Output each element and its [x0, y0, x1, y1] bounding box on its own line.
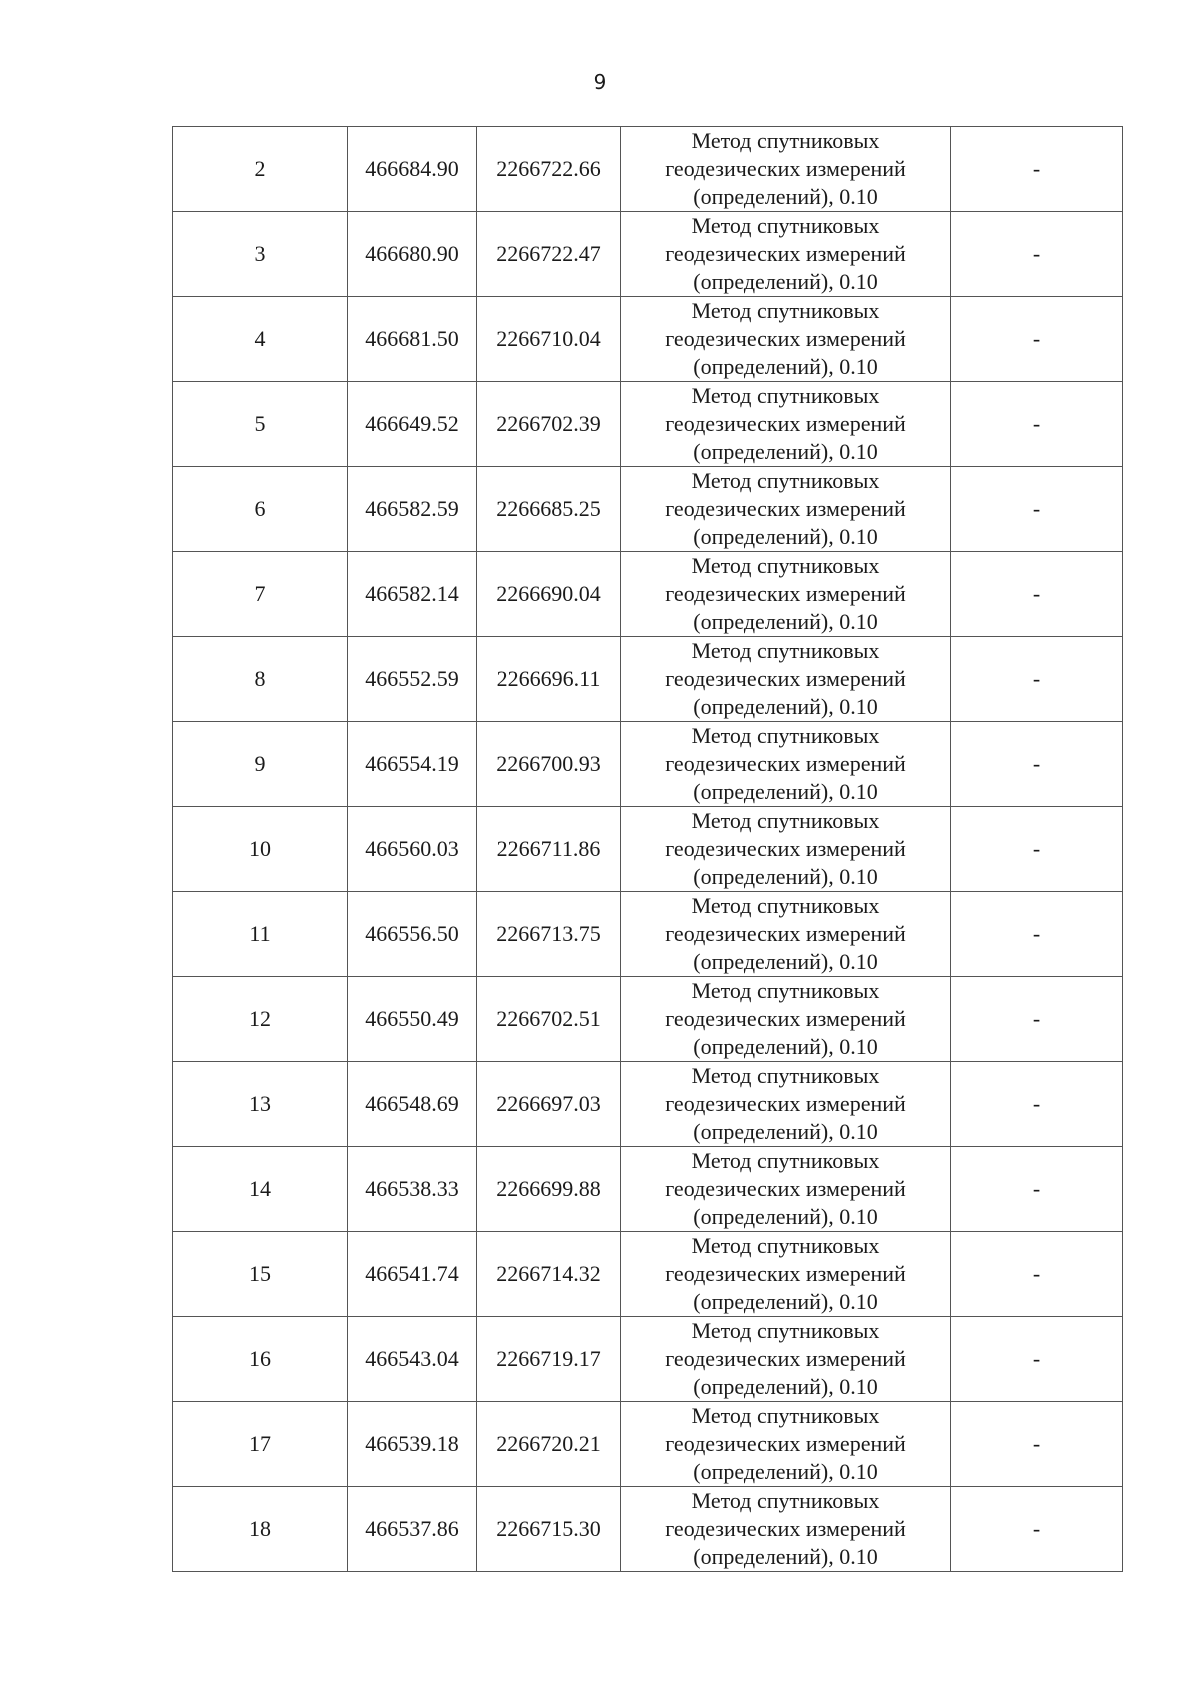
- cell-method-accuracy: [621, 467, 951, 552]
- cell-y-coordinate: 2266722.47: [477, 212, 621, 297]
- cell-x-coordinate: 466552.59: [348, 637, 477, 722]
- method-text: Метод спутниковых геодезических измерений (определений), 0.10: [665, 638, 906, 719]
- cell-method-accuracy: [621, 297, 951, 382]
- table-row: [173, 892, 1123, 977]
- cell-note: -: [951, 722, 1123, 807]
- cell-note: -: [951, 807, 1123, 892]
- method-text: Метод спутниковых геодезических измерений (определений), 0.10: [665, 213, 906, 294]
- cell-x-coordinate: 466537.86: [348, 1487, 477, 1572]
- cell-y-coordinate: 2266719.17: [477, 1317, 621, 1402]
- cell-x-coordinate: 466541.74: [348, 1232, 477, 1317]
- cell-x-coordinate: 466554.19: [348, 722, 477, 807]
- cell-method-accuracy: [621, 1402, 951, 1487]
- cell-method-accuracy: [621, 552, 951, 637]
- cell-method-accuracy: [621, 1062, 951, 1147]
- cell-x-coordinate: 466582.59: [348, 467, 477, 552]
- method-text: Метод спутниковых геодезических измерений (определений), 0.10: [665, 553, 906, 634]
- method-text: Метод спутниковых геодезических измерений (определений), 0.10: [665, 893, 906, 974]
- method-text: Метод спутниковых геодезических измерений (определений), 0.10: [665, 808, 906, 889]
- cell-y-coordinate: 2266720.21: [477, 1402, 621, 1487]
- cell-y-coordinate: 2266702.51: [477, 977, 621, 1062]
- cell-note: -: [951, 1232, 1123, 1317]
- coordinates-table: [172, 126, 1123, 1572]
- cell-point-number: 4: [173, 297, 348, 382]
- cell-y-coordinate: 2266685.25: [477, 467, 621, 552]
- cell-y-coordinate: 2266715.30: [477, 1487, 621, 1572]
- cell-point-number: 10: [173, 807, 348, 892]
- cell-point-number: 6: [173, 467, 348, 552]
- cell-y-coordinate: 2266722.66: [477, 127, 621, 212]
- cell-method-accuracy: [621, 637, 951, 722]
- method-text: Метод спутниковых геодезических измерений (определений), 0.10: [665, 383, 906, 464]
- cell-y-coordinate: 2266699.88: [477, 1147, 621, 1232]
- cell-note: -: [951, 1062, 1123, 1147]
- cell-y-coordinate: 2266702.39: [477, 382, 621, 467]
- cell-point-number: 2: [173, 127, 348, 212]
- cell-point-number: 12: [173, 977, 348, 1062]
- table-row: [173, 212, 1123, 297]
- method-text: Метод спутниковых геодезических измерений (определений), 0.10: [665, 1403, 906, 1484]
- table-row: [173, 1147, 1123, 1232]
- table-row: [173, 1062, 1123, 1147]
- cell-point-number: 14: [173, 1147, 348, 1232]
- method-text: Метод спутниковых геодезических измерений (определений), 0.10: [665, 298, 906, 379]
- cell-x-coordinate: 466538.33: [348, 1147, 477, 1232]
- cell-x-coordinate: 466681.50: [348, 297, 477, 382]
- table-row: [173, 807, 1123, 892]
- cell-point-number: 13: [173, 1062, 348, 1147]
- cell-method-accuracy: [621, 807, 951, 892]
- table-row: [173, 637, 1123, 722]
- cell-x-coordinate: 466550.49: [348, 977, 477, 1062]
- method-text: Метод спутниковых геодезических измерений (определений), 0.10: [665, 1148, 906, 1229]
- cell-x-coordinate: 466539.18: [348, 1402, 477, 1487]
- cell-y-coordinate: 2266697.03: [477, 1062, 621, 1147]
- method-text: Метод спутниковых геодезических измерений (определений), 0.10: [665, 1233, 906, 1314]
- method-text: Метод спутниковых геодезических измерений (определений), 0.10: [665, 978, 906, 1059]
- cell-x-coordinate: 466680.90: [348, 212, 477, 297]
- table-row: [173, 552, 1123, 637]
- cell-method-accuracy: [621, 1317, 951, 1402]
- cell-y-coordinate: 2266700.93: [477, 722, 621, 807]
- table-row: [173, 977, 1123, 1062]
- cell-point-number: 9: [173, 722, 348, 807]
- table-row: [173, 1402, 1123, 1487]
- cell-y-coordinate: 2266711.86: [477, 807, 621, 892]
- cell-x-coordinate: 466543.04: [348, 1317, 477, 1402]
- table-row: [173, 722, 1123, 807]
- cell-point-number: 17: [173, 1402, 348, 1487]
- cell-method-accuracy: [621, 382, 951, 467]
- cell-note: -: [951, 1402, 1123, 1487]
- cell-method-accuracy: [621, 127, 951, 212]
- cell-y-coordinate: 2266690.04: [477, 552, 621, 637]
- table-row: [173, 1232, 1123, 1317]
- cell-point-number: 16: [173, 1317, 348, 1402]
- cell-method-accuracy: [621, 1147, 951, 1232]
- cell-x-coordinate: 466582.14: [348, 552, 477, 637]
- cell-method-accuracy: [621, 892, 951, 977]
- cell-point-number: 18: [173, 1487, 348, 1572]
- cell-point-number: 8: [173, 637, 348, 722]
- cell-y-coordinate: 2266713.75: [477, 892, 621, 977]
- method-text: Метод спутниковых геодезических измерений (определений), 0.10: [665, 468, 906, 549]
- method-text: Метод спутниковых геодезических измерений (определений), 0.10: [665, 128, 906, 209]
- cell-note: -: [951, 212, 1123, 297]
- cell-y-coordinate: 2266710.04: [477, 297, 621, 382]
- cell-note: -: [951, 127, 1123, 212]
- cell-x-coordinate: 466684.90: [348, 127, 477, 212]
- cell-x-coordinate: 466649.52: [348, 382, 477, 467]
- cell-note: -: [951, 1147, 1123, 1232]
- method-text: Метод спутниковых геодезических измерений (определений), 0.10: [665, 1318, 906, 1399]
- cell-note: -: [951, 297, 1123, 382]
- cell-note: -: [951, 1317, 1123, 1402]
- cell-y-coordinate: 2266714.32: [477, 1232, 621, 1317]
- cell-note: -: [951, 977, 1123, 1062]
- cell-x-coordinate: 466556.50: [348, 892, 477, 977]
- coordinates-table-body: [173, 127, 1123, 1572]
- cell-method-accuracy: [621, 1232, 951, 1317]
- cell-point-number: 15: [173, 1232, 348, 1317]
- cell-point-number: 5: [173, 382, 348, 467]
- table-row: [173, 1487, 1123, 1572]
- cell-y-coordinate: 2266696.11: [477, 637, 621, 722]
- cell-method-accuracy: [621, 977, 951, 1062]
- cell-method-accuracy: [621, 212, 951, 297]
- method-text: Метод спутниковых геодезических измерений (определений), 0.10: [665, 1488, 906, 1569]
- cell-x-coordinate: 466548.69: [348, 1062, 477, 1147]
- page-number: 9: [593, 70, 607, 94]
- table-row: [173, 127, 1123, 212]
- method-text: Метод спутниковых геодезических измерений (определений), 0.10: [665, 1063, 906, 1144]
- cell-note: -: [951, 1487, 1123, 1572]
- cell-point-number: 11: [173, 892, 348, 977]
- cell-point-number: 3: [173, 212, 348, 297]
- method-text: Метод спутниковых геодезических измерений (определений), 0.10: [665, 723, 906, 804]
- cell-note: -: [951, 382, 1123, 467]
- cell-x-coordinate: 466560.03: [348, 807, 477, 892]
- cell-method-accuracy: [621, 722, 951, 807]
- cell-note: -: [951, 467, 1123, 552]
- table-row: [173, 382, 1123, 467]
- table-row: [173, 1317, 1123, 1402]
- cell-note: -: [951, 637, 1123, 722]
- cell-note: -: [951, 552, 1123, 637]
- cell-note: -: [951, 892, 1123, 977]
- table-row: [173, 467, 1123, 552]
- cell-method-accuracy: [621, 1487, 951, 1572]
- cell-point-number: 7: [173, 552, 348, 637]
- table-row: [173, 297, 1123, 382]
